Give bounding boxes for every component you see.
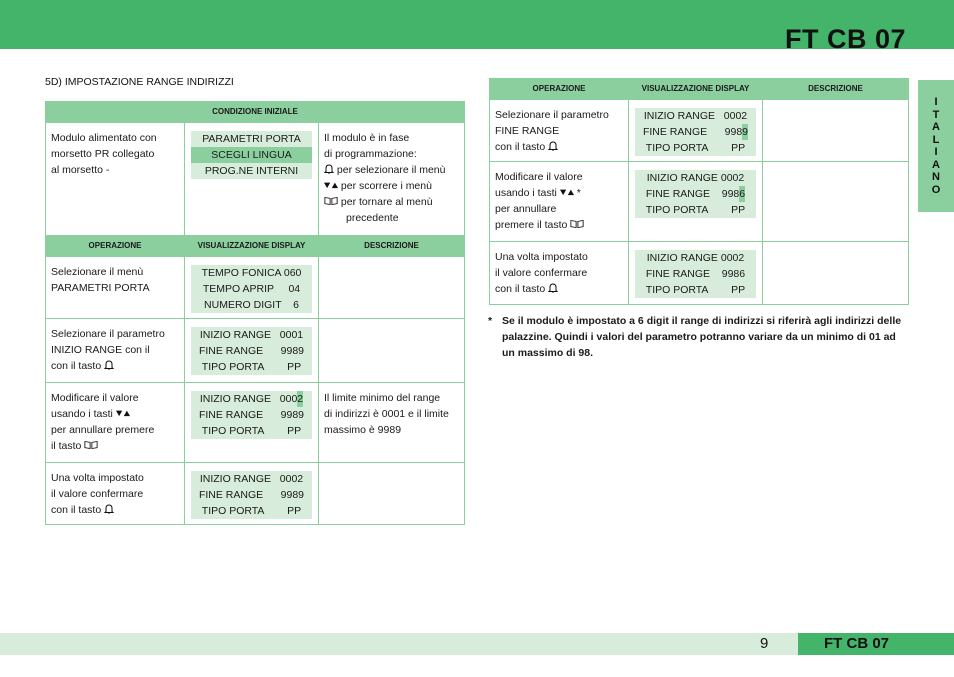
- step-op: Selezionare il parametro FINE RANGE con il tasto: [495, 109, 609, 153]
- right-procedure-table: [489, 78, 909, 305]
- bell-icon: [104, 360, 114, 370]
- step-op: Selezionare il parametro INIZIO RANGE con il con il tasto: [51, 328, 165, 372]
- bell-icon: [324, 164, 334, 174]
- col-header-display: VISUALIZZAZIONE DISPLAY: [629, 79, 763, 100]
- step-desc: [319, 463, 465, 525]
- step-display: INIZIO RANGE 0001 FINE RANGE 9989 TIPO PORTA PP: [191, 327, 312, 375]
- step-desc: [763, 242, 909, 305]
- step-display: TEMPO FONICA 060 TEMPO APRIP 04 NUMERO DIGIT 6: [191, 265, 312, 313]
- language-label: [918, 80, 954, 212]
- bell-icon: [104, 504, 114, 514]
- bell-icon: [548, 283, 558, 293]
- language-letter: N: [932, 171, 940, 183]
- step-desc: [319, 319, 465, 383]
- bell-icon: [548, 141, 558, 151]
- col-header-description: DESCRIZIONE: [763, 79, 909, 100]
- language-letter: I: [934, 146, 938, 158]
- section-title: 5D) IMPOSTAZIONE RANGE INDIRIZZI: [45, 76, 234, 88]
- step-op: Modificare il valore usando i tasti per annullare premere il tasto: [51, 392, 155, 452]
- footnote: * Se il modulo è impostato a 6 digit il range di indirizzi si riferirà agli indirizzi delle palazzine. Quindi i valori del parametro potranno variare da un minimo di 01 ad un massimo di 98.: [488, 315, 902, 359]
- language-letter: T: [932, 108, 940, 121]
- book-icon: [570, 219, 584, 229]
- step-op: Una volta impostato il valore confermare con il tasto: [495, 251, 588, 295]
- col-header-operation: OPERAZIONE: [46, 236, 185, 257]
- language-letter: A: [932, 158, 940, 171]
- cond-op: Modulo alimentato con morsetto PR collegato al morsetto -: [51, 132, 157, 176]
- footer-title-box: [798, 633, 954, 655]
- down-up-arrows-icon: [560, 187, 574, 197]
- cond-desc: Il modulo è in fase di programmazione: per selezionare il menù per scorrere i menù per tornare al menù precedente: [324, 132, 446, 224]
- col-header-description: DESCRIZIONE: [319, 236, 465, 257]
- down-up-arrows-icon: [116, 408, 130, 418]
- step-op: Selezionare il menù PARAMETRI PORTA: [51, 266, 150, 294]
- down-up-arrows-icon: [324, 180, 338, 190]
- step-display: INIZIO RANGE 0002 FINE RANGE 9986 TIPO PORTA PP: [635, 250, 756, 298]
- book-icon: [84, 440, 98, 450]
- page-header-title: FT CB 07: [784, 24, 906, 54]
- language-letter: I: [934, 96, 938, 108]
- page-number: 9: [760, 635, 769, 652]
- step-op: Modificare il valore usando i tasti * per annullare premere il tasto: [495, 171, 583, 231]
- book-icon: [324, 196, 338, 206]
- cond-header: CONDIZIONE INIZIALE: [46, 102, 465, 123]
- footer-bar: [0, 633, 954, 655]
- left-procedure-table: [45, 101, 465, 525]
- language-letter: A: [932, 121, 940, 133]
- step-display: INIZIO RANGE 0002 FINE RANGE 9989 TIPO PORTA PP: [635, 108, 756, 156]
- cond-display: PARAMETRI PORTA SCEGLI LINGUA PROG.NE INTERNI: [191, 131, 312, 179]
- step-display: INIZIO RANGE 0002 FINE RANGE 9986 TIPO PORTA PP: [635, 170, 756, 218]
- step-desc: Il limite minimo del range di indirizzi è 0001 e il limite massimo è 9989: [324, 392, 449, 436]
- step-display: INIZIO RANGE 0002 FINE RANGE 9989 TIPO PORTA PP: [191, 391, 312, 439]
- step-desc: [763, 100, 909, 162]
- step-desc: [763, 162, 909, 242]
- step-display: INIZIO RANGE 0002 FINE RANGE 9989 TIPO PORTA PP: [191, 471, 312, 519]
- col-header-display: VISUALIZZAZIONE DISPLAY: [185, 236, 319, 257]
- top-banner: [0, 0, 954, 54]
- col-header-operation: OPERAZIONE: [490, 79, 629, 100]
- language-letter: L: [932, 133, 940, 146]
- step-op: Una volta impostato il valore confermare con il tasto: [51, 472, 144, 516]
- language-tab: [918, 80, 954, 212]
- step-desc: [319, 257, 465, 319]
- language-letter: O: [931, 183, 941, 196]
- footer-title: FT CB 07: [824, 635, 890, 652]
